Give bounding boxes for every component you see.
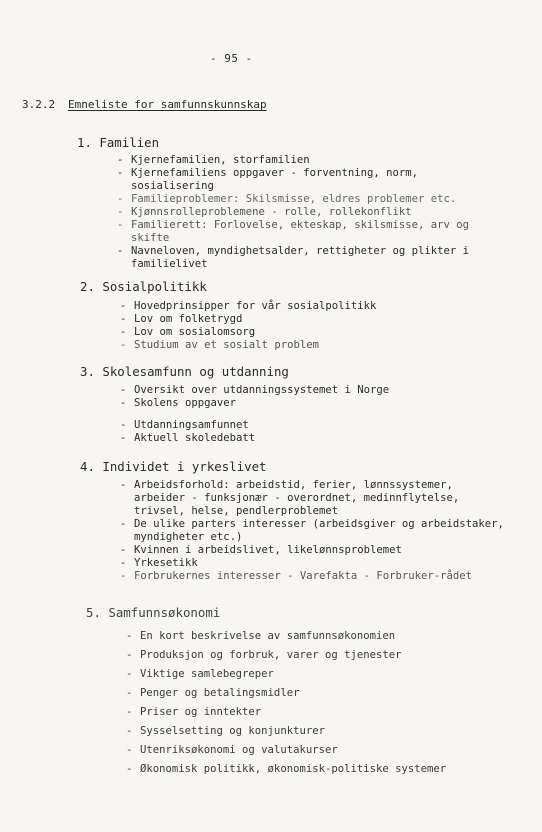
topic-item-list: [117, 154, 497, 271]
topic-sosialpolitikk: [80, 279, 500, 352]
topic-item-list: [120, 479, 505, 583]
page-number: - 95 -: [210, 52, 253, 65]
list-item: - Hovedprinsipper for vår sosialpolitikk: [120, 300, 500, 313]
list-item: - Utenriksøkonomi og valutakurser: [126, 744, 506, 757]
list-item: - Viktige samlebegreper: [126, 668, 506, 681]
list-item: - Familieproblemer: Skilsmisse, eldres problemer etc.: [117, 193, 497, 206]
topic-item-list-b: [120, 419, 500, 445]
list-item: - Aktuell skoledebatt: [120, 432, 500, 445]
list-item: - En kort beskrivelse av samfunnsøkonomien: [126, 630, 506, 643]
topic-samfunnsokonomi: [86, 605, 506, 782]
list-item: - Lov om folketrygd: [120, 313, 500, 326]
list-item: - Familierett: Forlovelse, ekteskap, skilsmisse, arv og skifte: [117, 219, 497, 245]
topic-item-list: [120, 300, 500, 352]
topic-item-list: [126, 630, 506, 776]
topic-title: 3. Skolesamfunn og utdanning: [80, 364, 289, 379]
list-item: - Oversikt over utdanningssystemet i Norge: [120, 384, 500, 397]
list-item: - Kvinnen i arbeidslivet, likelønnsproblemet: [120, 544, 505, 557]
list-item: - Skolens oppgaver: [120, 397, 500, 410]
list-item: - Forbrukernes interesser - Varefakta - Forbruker-rådet: [120, 570, 505, 583]
topic-title: 2. Sosialpolitikk: [80, 279, 207, 294]
list-item: - Penger og betalingsmidler: [126, 687, 506, 700]
section-heading: [22, 98, 267, 111]
list-item: - Kjønnsrolleproblemene - rolle, rollekonflikt: [117, 206, 497, 219]
topic-title: 5. Samfunnsøkonomi: [86, 605, 221, 620]
topic-item-list: [120, 384, 500, 410]
topic-title: 1. Familien: [77, 135, 160, 150]
topic-title: 4. Individet i yrkeslivet: [80, 459, 267, 474]
list-item: - Økonomisk politikk, økonomisk-politiske systemer: [126, 763, 506, 776]
list-item: - De ulike parters interesser (arbeidsgiver og arbeidstaker, myndigheter etc.): [120, 518, 505, 544]
topic-yrkeslivet: [80, 459, 505, 583]
list-item: - Kjernefamilien, storfamilien: [117, 154, 497, 167]
list-item: - Produksjon og forbruk, varer og tjenester: [126, 649, 506, 662]
list-item: - Navneloven, myndighetsalder, rettigheter og plikter i familielivet: [117, 245, 497, 271]
section-title: Emneliste for samfunnskunnskap: [68, 98, 267, 111]
topic-familien: [77, 135, 497, 271]
list-item: - Yrkesetikk: [120, 557, 505, 570]
topic-skolesamfunn: [80, 364, 500, 445]
list-item: - Priser og inntekter: [126, 706, 506, 719]
section-number: 3.2.2: [22, 98, 56, 111]
list-item: - Lov om sosialomsorg: [120, 326, 500, 339]
list-item: - Arbeidsforhold: arbeidstid, ferier, lønnssystemer, arbeider - funksjonær - overordnet, medinnflytelse, trivsel, helse, pendlerproblemet: [120, 479, 505, 518]
list-item: - Sysselsetting og konjunkturer: [126, 725, 506, 738]
list-item: - Studium av et sosialt problem: [120, 339, 500, 352]
list-item: - Kjernefamiliens oppgaver - forventning, norm, sosialisering: [117, 167, 497, 193]
list-item: - Utdanningsamfunnet: [120, 419, 500, 432]
